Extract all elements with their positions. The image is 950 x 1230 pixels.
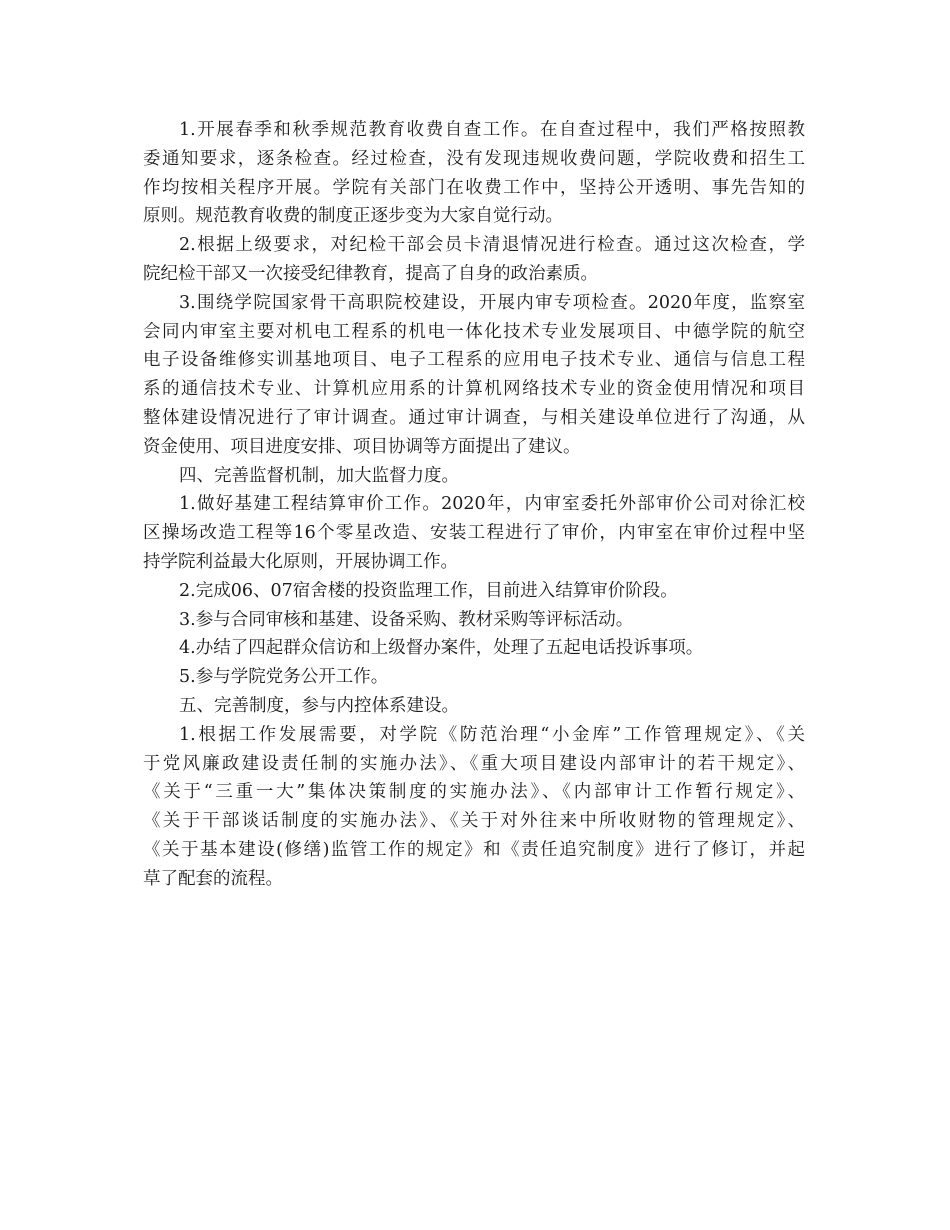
text-line: 3.参与合同审核和基建、设备采购、教材采购等评标活动。: [179, 609, 634, 630]
document-body: [143, 116, 805, 894]
text-line: 1.做好基建工程结算审价工作。2020年，内审室委托外部审价公司对徐汇校: [179, 494, 805, 515]
paragraph-bidding-activities: [143, 606, 805, 635]
text-line: 1.根据工作发展需要，对学院《防范治理“小金库”工作管理规定》、《关: [179, 724, 805, 745]
text-line: 系的通信技术专业、计算机应用系的计算机网络技术专业的资金使用情况和项目: [143, 379, 805, 400]
text-line: 1.开展春季和秋季规范教育收费自查工作。在自查过程中，我们严格按照教: [179, 120, 805, 140]
text-line: 电子设备维修实训基地项目、电子工程系的应用电子技术专业、通信与信息工程: [143, 350, 805, 371]
text-line: 2.根据上级要求，对纪检干部会员卡清退情况进行检查。通过这次检查，学: [179, 235, 805, 256]
paragraph-dormitory-supervision: [143, 577, 805, 606]
text-line: 整体建设情况进行了审计调查。通过审计调查，与相关建设单位进行了沟通，从: [143, 407, 805, 428]
paragraph-membership-card-check: [143, 231, 805, 289]
text-line: 草了配套的流程。: [143, 868, 283, 889]
section-heading-five: [143, 692, 805, 721]
paragraph-petitions: [143, 634, 805, 663]
paragraph-internal-audit-check: [143, 289, 805, 462]
section-heading-four: [143, 462, 805, 491]
text-line: 《关于“三重一大”集体决策制度的实施办法》、《内部审计工作暂行规定》、: [143, 782, 805, 803]
text-line: 原则。规范教育收费的制度正逐步变为大家自觉行动。: [143, 206, 563, 227]
text-line: 于党风廉政建设责任制的实施办法》、《重大项目建设内部审计的若干规定》、: [143, 753, 805, 774]
text-line: 2.完成06、07宿舍楼的投资监理工作，目前进入结算审价阶段。: [179, 580, 678, 601]
text-line: 4.办结了四起群众信访和上级督办案件，处理了五起电话投诉事项。: [179, 638, 704, 659]
text-line: 《关于基本建设(修缮)监管工作的规定》和《责任追究制度》进行了修订，并起: [143, 839, 805, 860]
section-heading: 四、完善监督机制，加大监督力度。: [179, 465, 459, 486]
text-line: 资金使用、项目进度安排、项目协调等方面提出了建议。: [143, 436, 581, 457]
text-line: 院纪检干部又一次接受纪律教育，提高了自身的政治素质。: [143, 263, 598, 284]
paragraph-regulation-revisions: [143, 721, 805, 894]
text-line: 会同内审室主要对机电工程系的机电一体化技术专业发展项目、中德学院的航空: [143, 321, 805, 342]
paragraph-settlement-audit: [143, 490, 805, 576]
text-line: 区操场改造工程等16个零星改造、安装工程进行了审价，内审室在审价过程中坚: [143, 523, 805, 544]
text-line: 委通知要求，逐条检查。经过检查，没有发现违规收费问题，学院收费和招生工: [143, 148, 805, 169]
paragraph-fee-self-check: [143, 116, 805, 231]
text-line: 作均按相关程序开展。学院有关部门在收费工作中，坚持公开透明、事先告知的: [143, 177, 805, 198]
section-heading: 五、完善制度，参与内控体系建设。: [179, 695, 459, 716]
text-line: 3.围绕学院国家骨干高职院校建设，开展内审专项检查。2020年度，监察室: [179, 292, 805, 313]
text-line: 《关于干部谈话制度的实施办法》、《关于对外往来中所收财物的管理规定》、: [143, 811, 805, 832]
text-line: 5.参与学院党务公开工作。: [179, 667, 389, 688]
text-line: 持学院利益最大化原则，开展协调工作。: [143, 551, 458, 572]
paragraph-party-affairs: [143, 663, 805, 692]
